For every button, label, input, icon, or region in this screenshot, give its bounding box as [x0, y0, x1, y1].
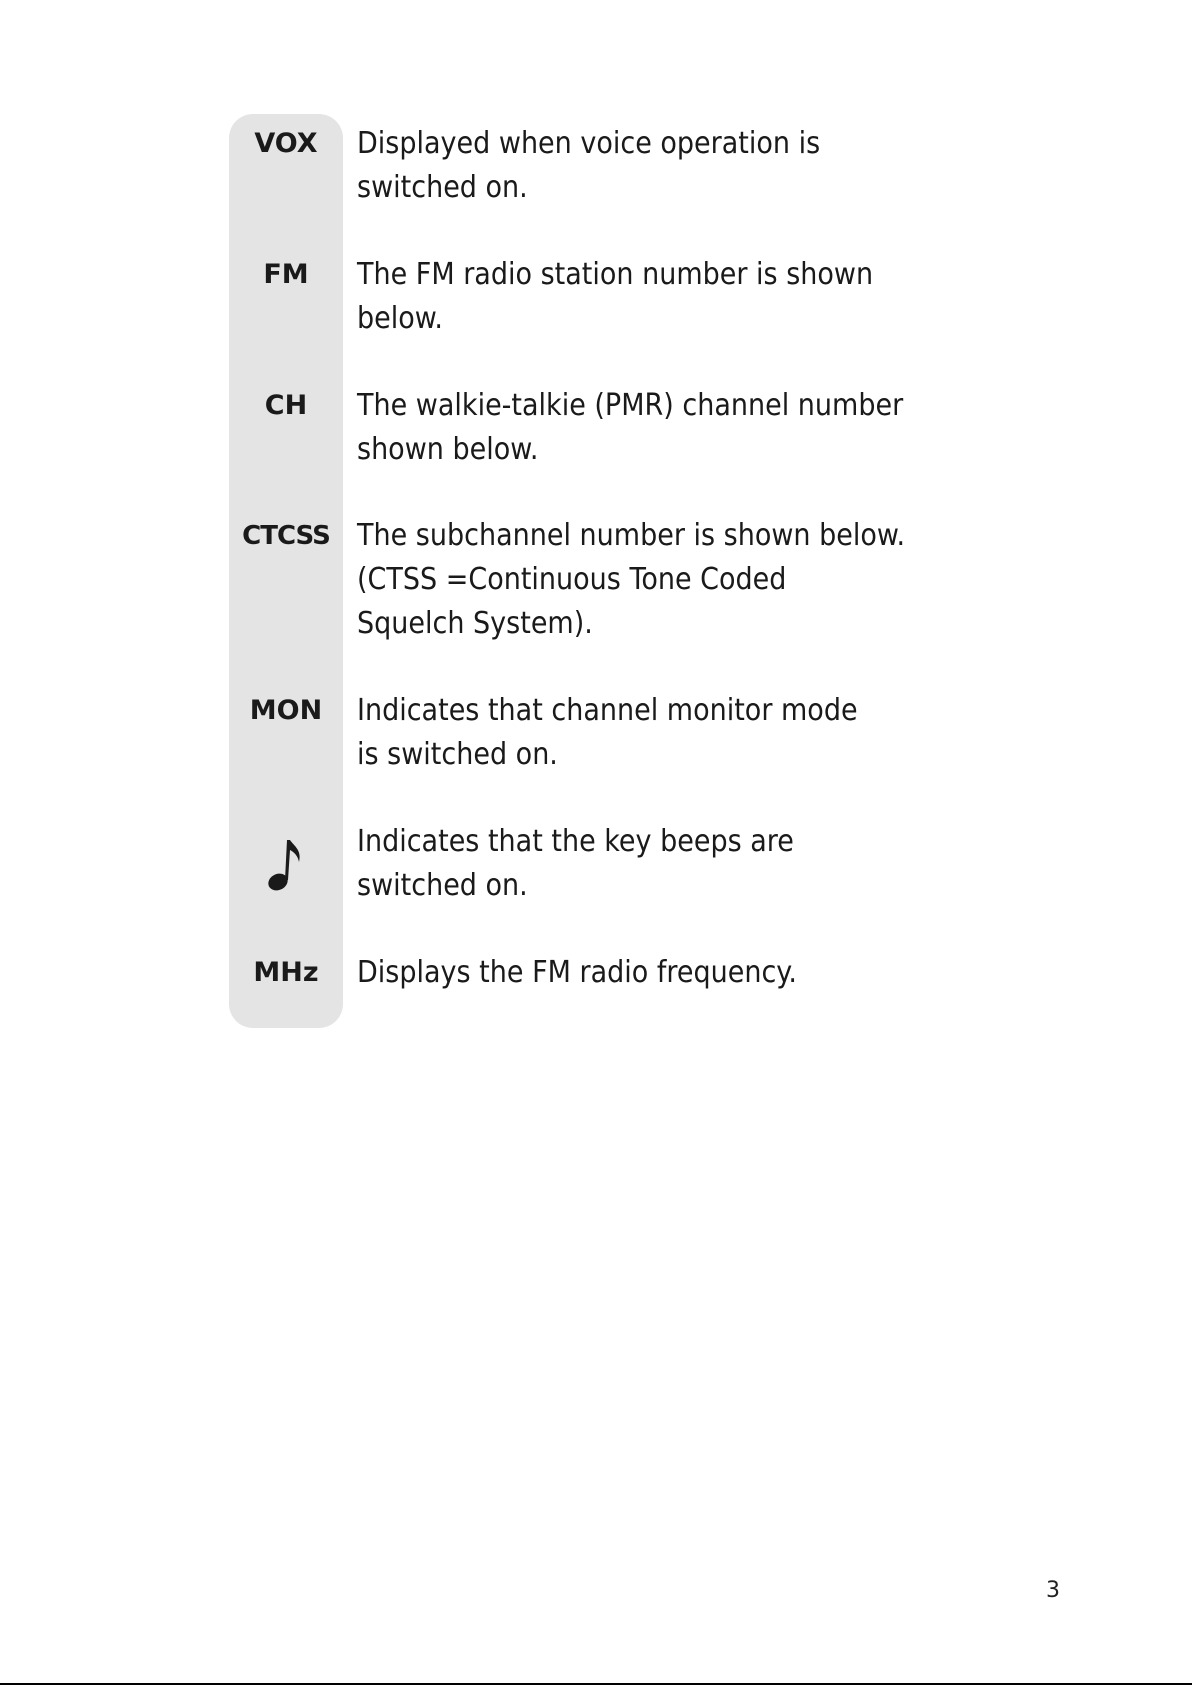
description-line: Displayed when voice operation is [357, 126, 821, 161]
description-line: The subchannel number is shown below. [357, 518, 906, 553]
description-vox [357, 122, 933, 210]
description-line: The walkie-talkie (PMR) channel number [357, 388, 904, 423]
description-ch [357, 384, 933, 472]
symbol-mhz: MHz [253, 957, 319, 988]
description-mon [357, 689, 933, 777]
description-line: shown below. [357, 432, 539, 467]
description-fm [357, 253, 933, 341]
symbol-fm: FM [263, 259, 309, 290]
description-line: (CTSS =Continuous Tone Coded [357, 562, 787, 597]
description-line: Squelch System). [357, 606, 593, 641]
description-line: below. [357, 301, 443, 336]
description-line: Indicates that channel monitor mode [357, 693, 858, 728]
description-line: switched on. [357, 868, 528, 903]
description-mhz [357, 951, 933, 995]
symbol-ch: CH [264, 390, 308, 421]
page-number: 3 [1046, 1578, 1060, 1603]
description-line: is switched on. [357, 737, 558, 772]
description-ctcss [357, 514, 933, 646]
music-note-icon [266, 834, 306, 894]
symbol-vox: VOX [254, 128, 318, 159]
description-key-beep [357, 820, 933, 908]
symbol-ctcss: CTCSS [242, 521, 330, 551]
symbol-mon: MON [249, 695, 323, 726]
description-line: The FM radio station number is shown [357, 257, 874, 292]
description-line: switched on. [357, 170, 528, 205]
description-line: Displays the FM radio frequency. [357, 955, 798, 990]
description-line: Indicates that the key beeps are [357, 824, 794, 859]
